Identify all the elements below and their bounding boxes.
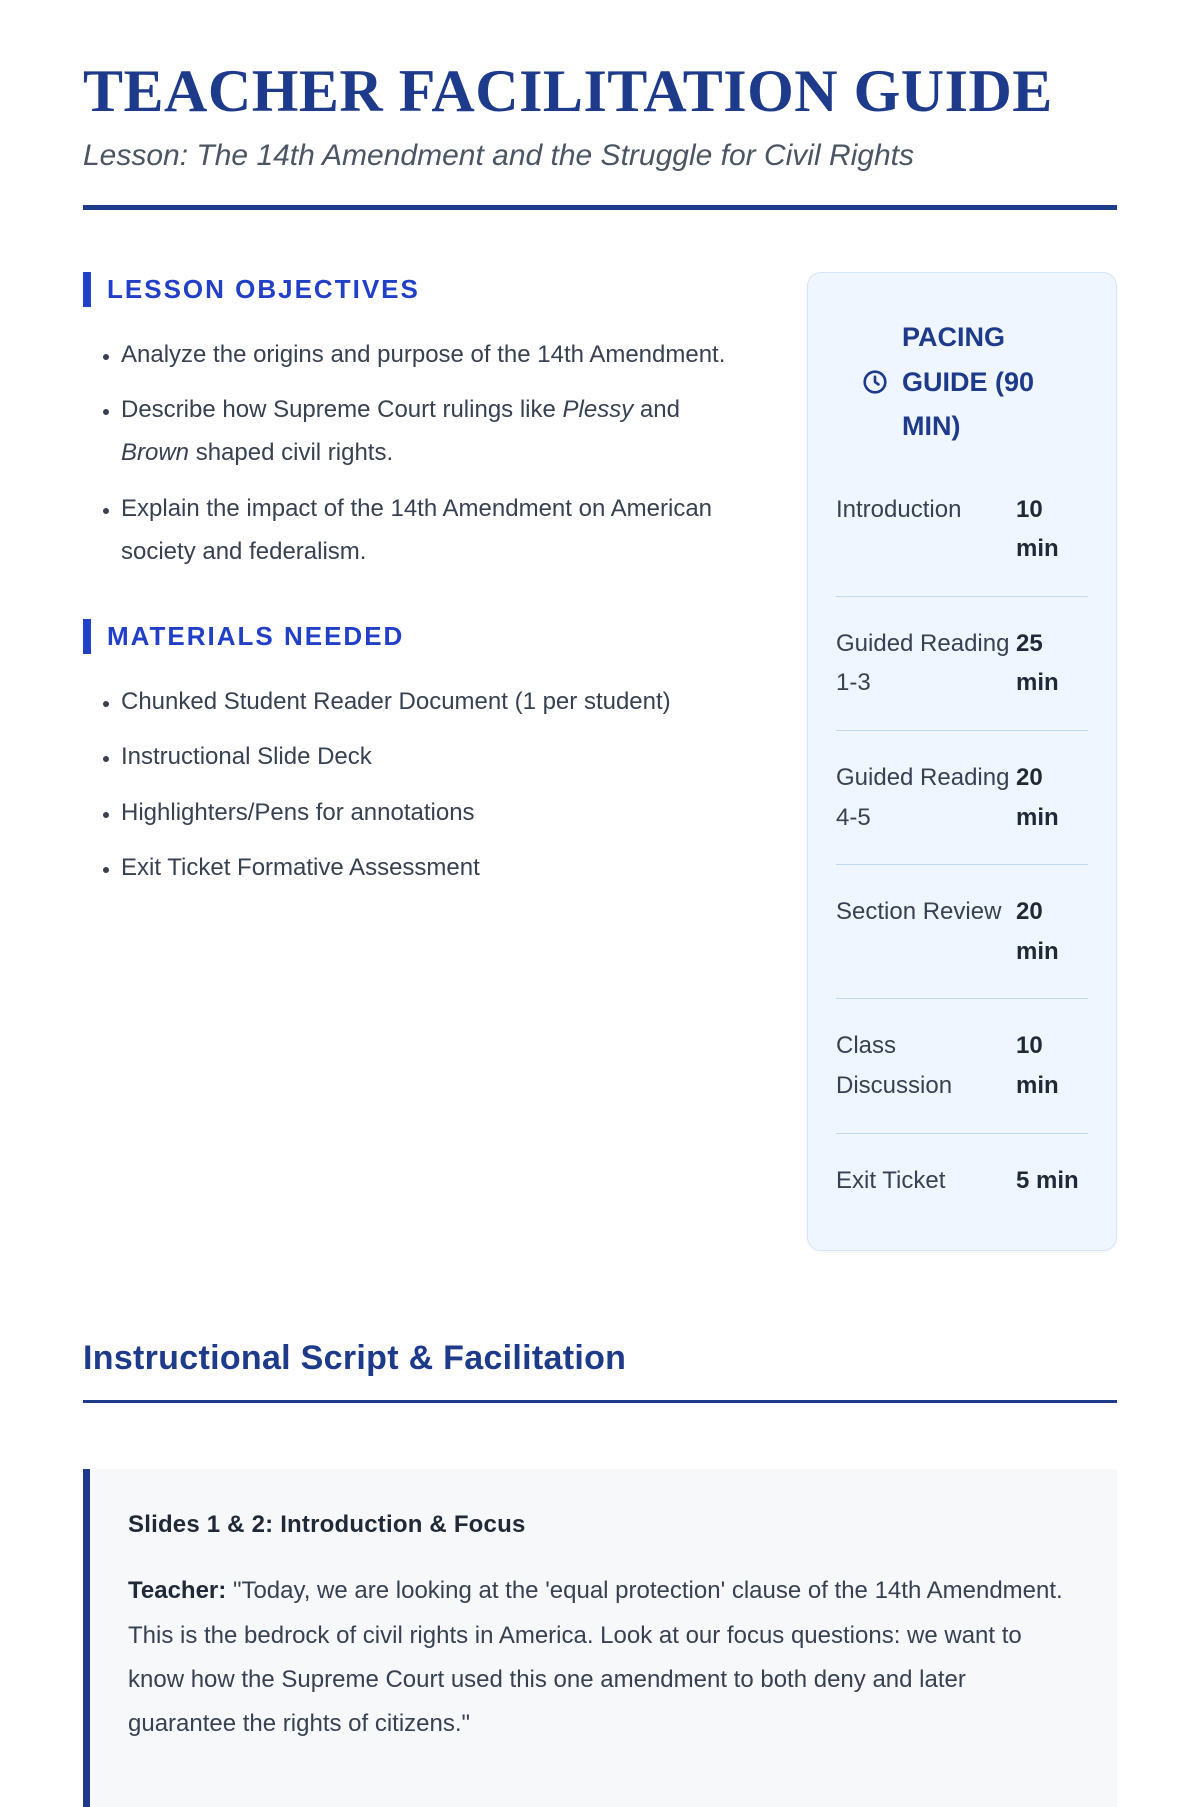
teacher-script-paragraph bbox=[128, 1569, 1077, 1747]
pacing-label: Section Review bbox=[836, 898, 1002, 926]
header-divider bbox=[83, 205, 1117, 210]
speaker-label: Teacher: bbox=[128, 1577, 227, 1605]
objective-item bbox=[121, 487, 731, 573]
materials-needed-heading: MATERIALS NEEDED bbox=[83, 619, 731, 654]
material-item bbox=[121, 846, 731, 889]
objective-text: Describe how Supreme Court rulings like bbox=[121, 396, 563, 424]
script-block-title: Slides 1 & 2: Introduction & Focus bbox=[128, 1511, 526, 1539]
objective-item bbox=[121, 388, 731, 474]
pacing-row-guided-reading-1-3 bbox=[836, 597, 1088, 731]
instructional-script-heading: Instructional Script & Facilitation bbox=[83, 1339, 627, 1378]
pacing-row-introduction bbox=[836, 463, 1088, 597]
pacing-label: Class Discussion bbox=[836, 1032, 953, 1099]
pacing-label: Guided Reading 4-5 bbox=[836, 764, 1010, 831]
left-column bbox=[83, 272, 767, 901]
material-item bbox=[121, 735, 731, 778]
lesson-objectives-section bbox=[83, 272, 731, 573]
pacing-guide-card bbox=[807, 272, 1117, 1251]
objective-text: Explain the impact of the 14th Amendment on American society and federalism. bbox=[121, 494, 713, 565]
pacing-value: 20 min bbox=[1016, 764, 1059, 831]
material-text: Instructional Slide Deck bbox=[121, 743, 372, 771]
pacing-label: Guided Reading 1-3 bbox=[836, 629, 1010, 697]
pacing-value: 5 min bbox=[1016, 1166, 1079, 1194]
pacing-row-class-discussion bbox=[836, 999, 1088, 1133]
material-item bbox=[121, 791, 731, 834]
content-columns bbox=[83, 272, 1117, 1251]
pacing-value: 20 min bbox=[1016, 898, 1059, 965]
instructional-script-section bbox=[83, 1339, 1117, 1807]
lesson-subtitle: Lesson: The 14th Amendment and the Struggle for Civil Rights bbox=[83, 139, 915, 172]
teacher-quote-text: "Today, we are looking at the 'equal protection' clause of the 14th Amendment. This is the bedrock of civil rights in America. Look at our focus questions: we want to know how the Supreme Court used this one amendment to both deny and later guarantee the rights of citizens." bbox=[128, 1577, 1063, 1738]
pacing-row-exit-ticket bbox=[836, 1134, 1088, 1211]
pacing-label: Introduction bbox=[836, 495, 962, 523]
case-name-plessy: Plessy bbox=[562, 396, 634, 424]
script-section-divider bbox=[83, 1400, 1117, 1403]
pacing-guide-title-text: PACING GUIDE (90 MIN) bbox=[902, 322, 1035, 442]
objective-text: Analyze the origins and purpose of the 14th Amendment. bbox=[121, 341, 726, 369]
page-title: TEACHER FACILITATION GUIDE bbox=[83, 58, 1053, 124]
pacing-value: 25 min bbox=[1016, 629, 1059, 697]
material-text: Chunked Student Reader Document (1 per student) bbox=[121, 688, 671, 716]
material-item bbox=[121, 680, 731, 723]
script-block-slides-1-2 bbox=[83, 1469, 1117, 1807]
lesson-objectives-heading: LESSON OBJECTIVES bbox=[83, 272, 731, 307]
pacing-row-guided-reading-4-5 bbox=[836, 731, 1088, 865]
objective-text: shaped civil rights. bbox=[189, 439, 394, 467]
objective-item bbox=[121, 333, 731, 376]
pacing-label: Exit Ticket bbox=[836, 1166, 946, 1194]
material-text: Highlighters/Pens for annotations bbox=[121, 798, 475, 826]
pacing-guide-title bbox=[836, 315, 1088, 449]
objective-text: and bbox=[633, 396, 680, 424]
pacing-value: 10 min bbox=[1016, 495, 1059, 563]
document-header bbox=[83, 60, 1117, 210]
pacing-row-section-review bbox=[836, 865, 1088, 999]
material-text: Exit Ticket Formative Assessment bbox=[121, 853, 480, 881]
pacing-value: 10 min bbox=[1016, 1032, 1059, 1099]
materials-needed-section bbox=[83, 619, 731, 889]
clock-icon bbox=[862, 369, 888, 395]
materials-list bbox=[83, 680, 731, 889]
lesson-objectives-list bbox=[83, 333, 731, 573]
case-name-brown: Brown bbox=[121, 439, 190, 467]
